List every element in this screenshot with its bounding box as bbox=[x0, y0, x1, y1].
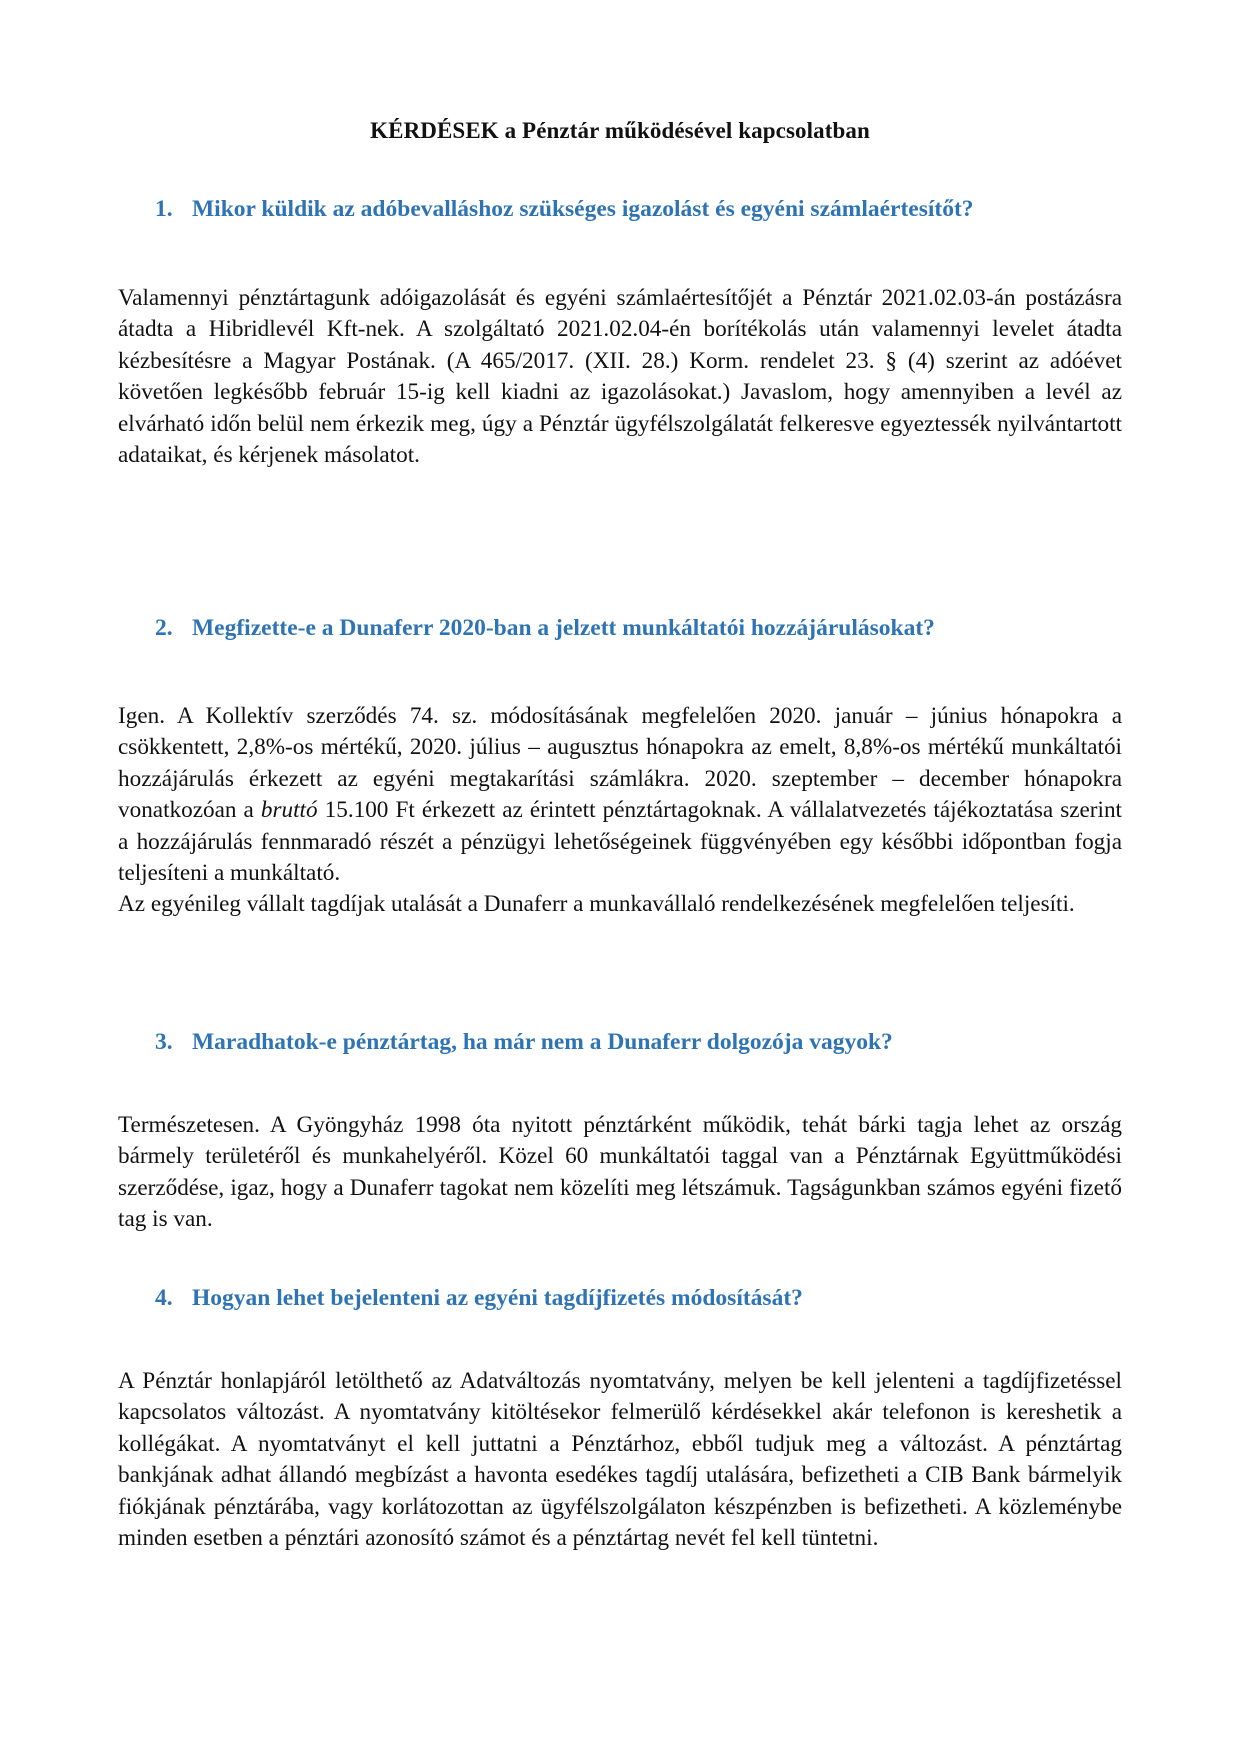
question-text: Mikor küldik az adóbevalláshoz szükséges igazolást és egyéni számlaértesítőt? bbox=[192, 196, 974, 222]
answer-paragraph bbox=[118, 701, 1122, 889]
question-heading-4 bbox=[155, 1283, 1122, 1314]
answer-paragraph: Valamennyi pénztártagunk adóigazolását és egyéni számlaértesítőjét a Pénztár 2021.02.03-án postázásra átadta a Hibridlevél Kft-nek. A szolgáltató 2021.02.04-én borítékolás után valamennyi levelet átadta kézbesítésre a Magyar Postának. (A 465/2017. (XII. 28.) Korm. rendelet 23. § (4) szerint az adóévet követően legkésőbb február 15-ig kell kiadni az igazolásokat.) Javaslom, hogy amennyiben a levél az elvárható időn belül nem érkezik meg, úgy a Pénztár ügyfélszolgálatát felkeresve egyeztessék nyilvántartott adataikat, és kérjenek másolatot. bbox=[118, 285, 1122, 469]
answer-2 bbox=[118, 701, 1122, 921]
question-text: Hogyan lehet bejelenteni az egyéni tagdíjfizetés módosítását? bbox=[192, 1285, 803, 1311]
question-heading-3 bbox=[155, 1027, 1122, 1058]
answer-text: Igen. A Kollektív szerződés 74. sz. módosításának megfelelően 2020. január – június hónapokra a csökkentett, 2,8%-os mértékű, 2020. július – augusztus hónapokra az emelt, 8,8%-os mértékű munkáltatói hozzájárulás érkezett az egyéni megtakarítási számlákra. 2020. szeptember – december hónapokra vonatkozóan a bbox=[118, 703, 1122, 824]
question-number: 2. bbox=[155, 615, 173, 641]
answer-italic-text: bruttó bbox=[260, 797, 318, 824]
answer-paragraph: Az egyénileg vállalt tagdíjak utalását a Dunaferr a munkavállaló rendelkezésének megfelelően teljesíti. bbox=[118, 891, 1075, 918]
question-heading-2 bbox=[155, 613, 1122, 644]
answer-1 bbox=[118, 283, 1122, 471]
question-text: Megfizette-e a Dunaferr 2020-ban a jelzett munkáltatói hozzájárulásokat? bbox=[192, 615, 935, 641]
answer-3 bbox=[118, 1110, 1122, 1236]
answer-4 bbox=[118, 1366, 1122, 1554]
question-number: 1. bbox=[155, 196, 173, 222]
answer-paragraph: A Pénztár honlapjáról letölthető az Adatváltozás nyomtatvány, melyen be kell jelenteni a tagdíjfizetéssel kapcsolatos változást. A nyomtatvány kitöltésekor felmerülő kérdésekkel akár telefonon is kereshetik a kollégákat. A nyomtatványt el kell juttatni a Pénztárhoz, ebből tudjuk meg a változást. A pénztártag bankjának adhat állandó megbízást a havonta esedékes tagdíj utalására, befizetheti a CIB Bank bármelyik fiókjának pénztárába, vagy korlátozottan az ügyfélszolgálaton készpénzben is befizetheti. A közleménybe minden esetben a pénztári azonosító számot és a pénztártag nevét fel kell tüntetni. bbox=[118, 1368, 1122, 1552]
question-heading-1 bbox=[155, 194, 1122, 225]
answer-text: 15.100 Ft érkezett az érintett pénztártagoknak. A vállalatvezetés tájékoztatása szerint a hozzájárulás fennmaradó részét a pénzügyi lehetőségeinek függvényében egy későbbi időpontban fogja teljesíteni a munkáltató. bbox=[118, 797, 1122, 887]
answer-paragraph: Természetesen. A Gyöngyház 1998 óta nyitott pénztárként működik, tehát bárki tagja lehet az ország bármely területéről és munkahelyéről. Közel 60 munkáltatói taggal van a Pénztárnak Együttműködési szerződése, igaz, hogy a Dunaferr tagokat nem közelíti meg létszámuk. Tagságunkban számos egyéni fizető tag is van. bbox=[118, 1112, 1122, 1233]
document-title: KÉRDÉSEK a Pénztár működésével kapcsolatban bbox=[370, 118, 870, 143]
question-number: 3. bbox=[155, 1029, 173, 1055]
question-number: 4. bbox=[155, 1285, 173, 1311]
question-text: Maradhatok-e pénztártag, ha már nem a Dunaferr dolgozója vagyok? bbox=[192, 1029, 893, 1055]
